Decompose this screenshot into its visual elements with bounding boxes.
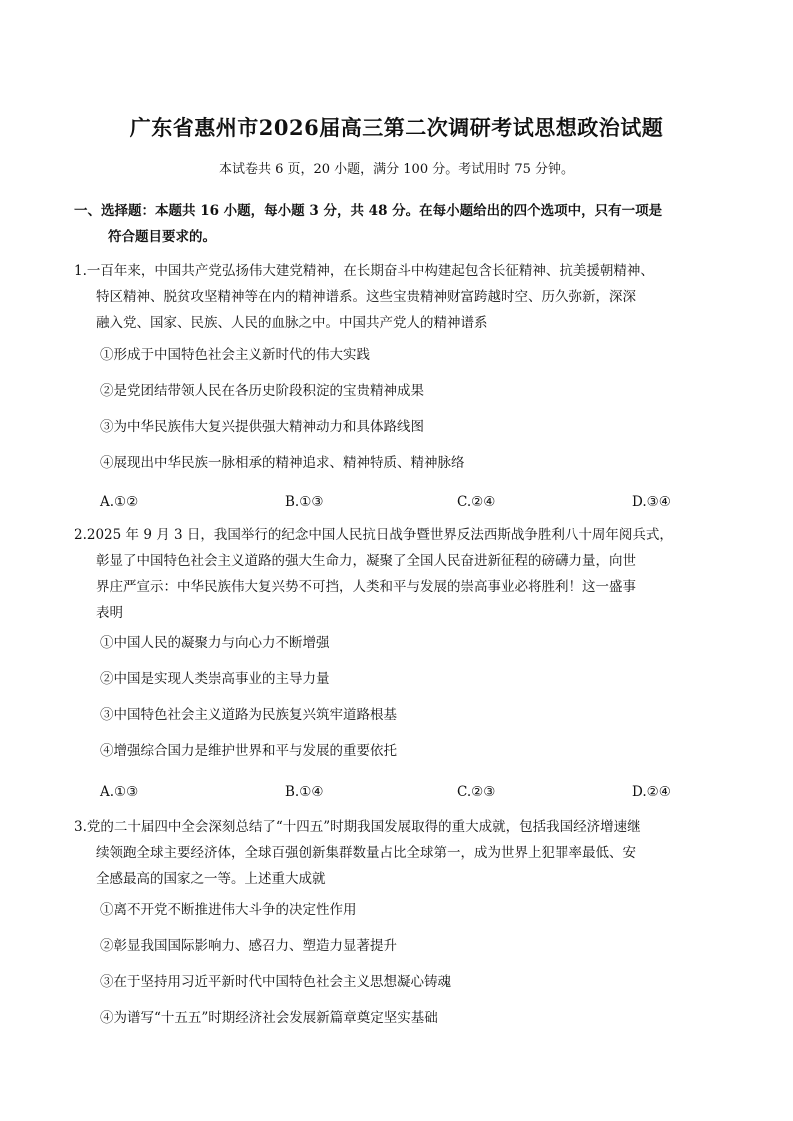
answer-choice-d: D.②④ <box>632 784 671 800</box>
answer-choice-a: A.①③ <box>100 784 139 800</box>
question-stem-line: 1.一百年来，中国共产党弘扬伟大建党精神，在长期奋斗中构建起包含长征精神、抗美援朝精神、 <box>74 263 654 279</box>
question-1 <box>74 258 724 336</box>
answer-choice-c: C.②④ <box>457 494 496 510</box>
answer-choice-d: D.③④ <box>632 494 671 510</box>
question-stem-line: 特区精神、脱贫攻坚精神等在内的精神谱系。这些宝贵精神财富跨越时空、历久弥新，深深 <box>96 289 636 305</box>
question-stem-line: 界庄严宣示：中华民族伟大复兴势不可挡，人类和平与发展的崇高事业必将胜利！这一盛事 <box>96 579 636 595</box>
statement-option: ③为中华民族伟大复兴提供强大精神动力和具体路线图 <box>100 419 424 435</box>
page-title: 广东省惠州市2026届高三第二次调研考试思想政治试题 <box>129 115 664 140</box>
statement-option: ①形成于中国特色社会主义新时代的伟大实践 <box>100 347 370 363</box>
statement-option: ③在于坚持用习近平新时代中国特色社会主义思想凝心铸魂 <box>100 974 451 990</box>
statement-option: ①离不开党不断推进伟大斗争的决定性作用 <box>100 902 357 918</box>
statement-option: ②彰显我国国际影响力、感召力、塑造力显著提升 <box>100 938 397 954</box>
answer-choice-b: B.①③ <box>285 494 324 510</box>
question-3 <box>74 814 724 892</box>
question-stem-line: 全感最高的国家之一等。上述重大成就 <box>96 871 326 887</box>
question-stem-line: 彰显了中国特色社会主义道路的强大生命力，凝聚了全国人民奋进新征程的磅礴力量，向世 <box>96 553 636 569</box>
statement-option: ④为谱写“十五五”时期经济社会发展新篇章奠定坚实基础 <box>100 1010 438 1026</box>
exam-info: 本试卷共 6 页，20 小题，满分 100 分。考试用时 75 分钟。 <box>218 162 575 177</box>
answer-choice-b: B.①④ <box>285 784 324 800</box>
question-stem-line: 续领跑全球主要经济体，全球百强创新集群数量占比全球第一，成为世界上犯罪率最低、安 <box>96 845 636 861</box>
question-2 <box>74 522 724 626</box>
statement-option: ③中国特色社会主义道路为民族复兴筑牢道路根基 <box>100 707 397 723</box>
answer-choice-c: C.②③ <box>457 784 496 800</box>
section-heading-line1: 一、选择题：本题共 16 小题，每小题 3 分，共 48 分。在每小题给出的四个选项中，只有一项是 <box>74 203 663 219</box>
question-stem-line: 融入党、国家、民族、人民的血脉之中。中国共产党人的精神谱系 <box>96 315 488 331</box>
section-heading <box>74 198 734 250</box>
section-heading-line2: 符合题目要求的。 <box>108 229 216 245</box>
answer-choice-a: A.①② <box>100 494 139 510</box>
question-stem-line: 3.党的二十届四中全会深刻总结了“十四五”时期我国发展取得的重大成就，包括我国经济增速继 <box>74 819 641 835</box>
statement-option: ②是党团结带领人民在各历史阶段积淀的宝贵精神成果 <box>100 383 424 399</box>
question-stem-line: 2.2025 年 9 月 3 日，我国举行的纪念中国人民抗日战争暨世界反法西斯战争胜利八十周年阅兵式， <box>74 527 673 543</box>
question-stem-line: 表明 <box>96 605 123 621</box>
statement-option: ②中国是实现人类崇高事业的主导力量 <box>100 671 330 687</box>
statement-option: ④增强综合国力是维护世界和平与发展的重要依托 <box>100 743 397 759</box>
statement-option: ①中国人民的凝聚力与向心力不断增强 <box>100 635 330 651</box>
statement-option: ④展现出中华民族一脉相承的精神追求、精神特质、精神脉络 <box>100 455 465 471</box>
